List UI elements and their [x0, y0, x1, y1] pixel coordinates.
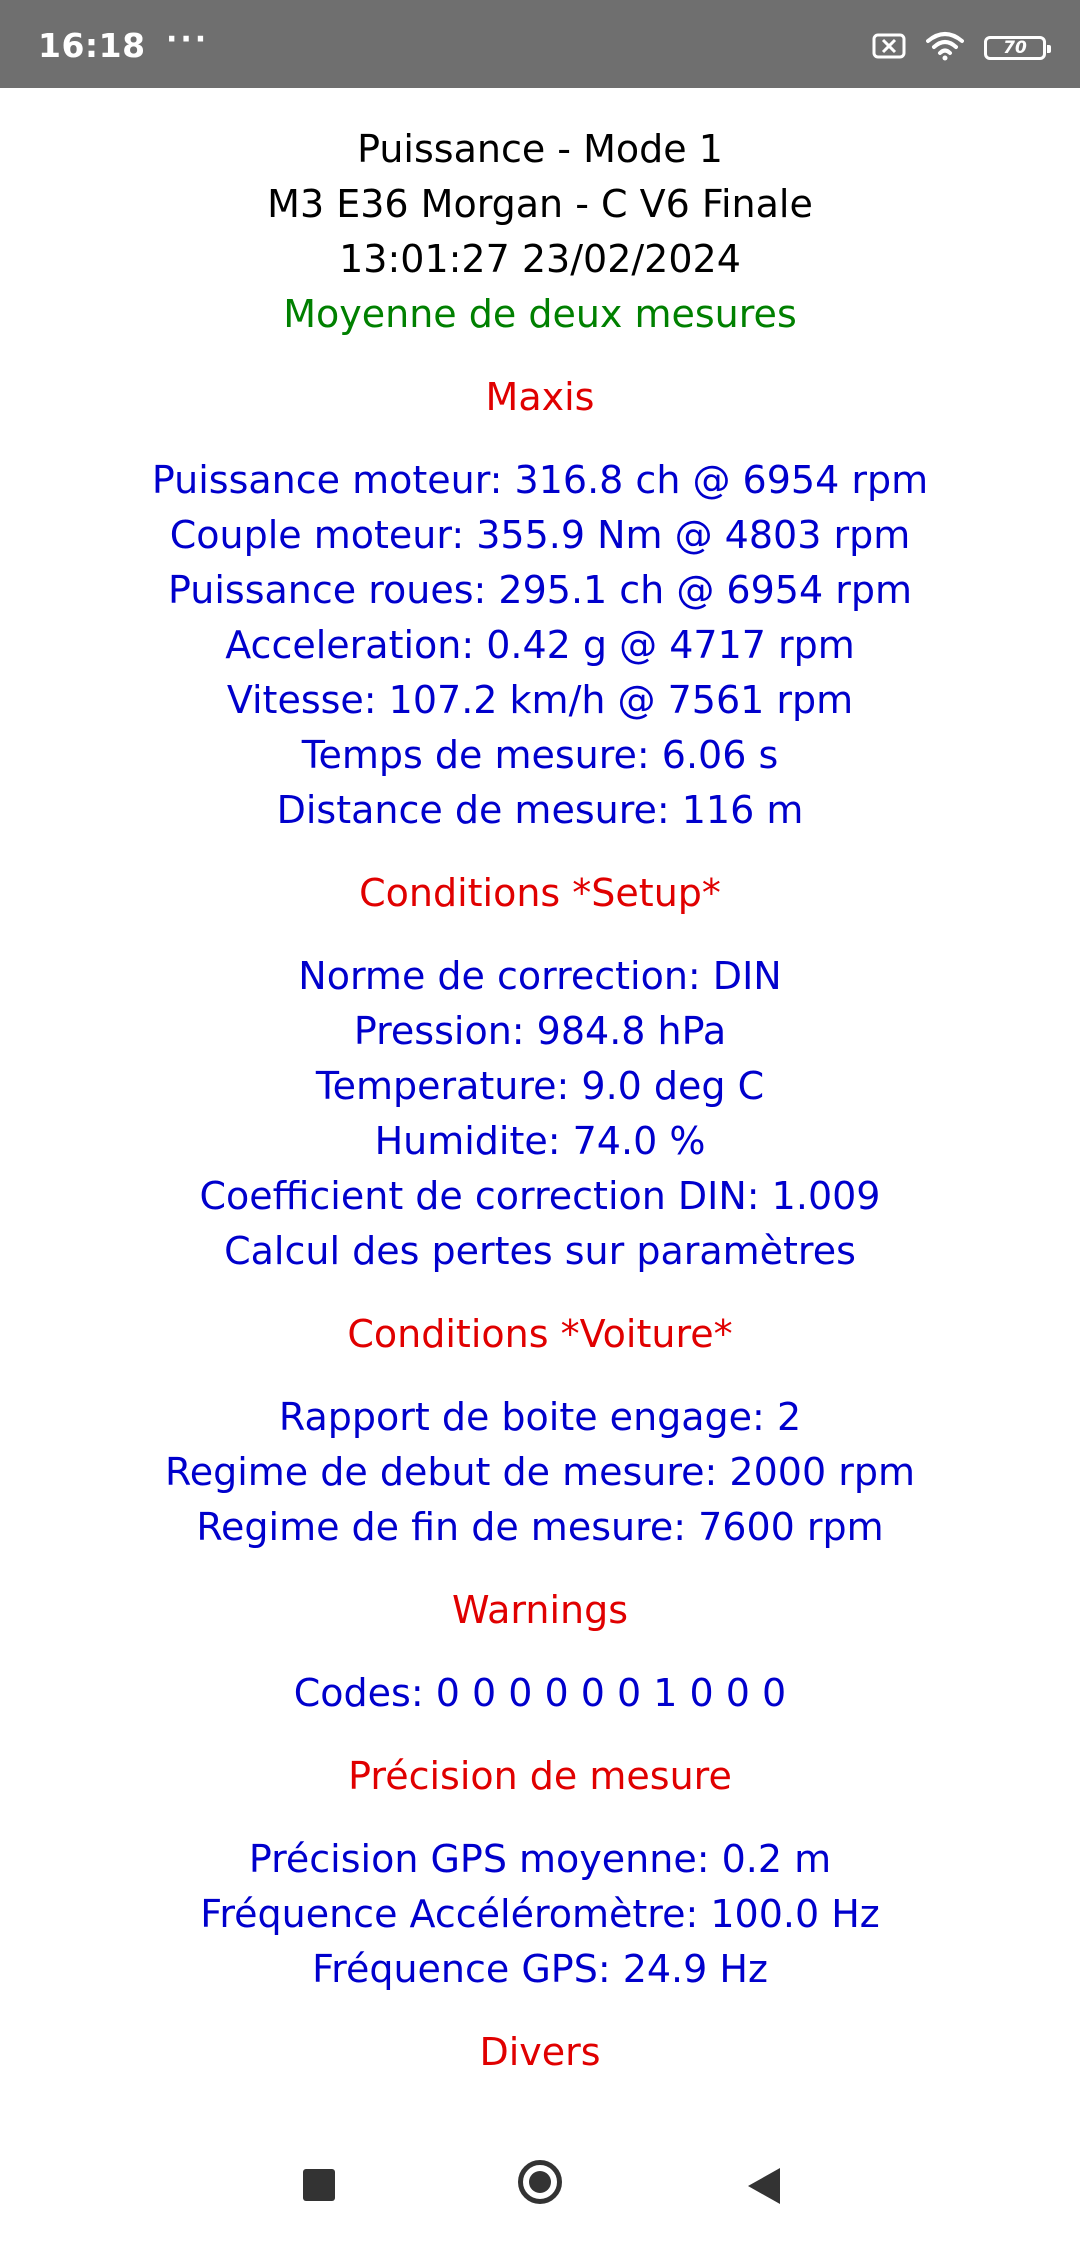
- section-title-setup: Conditions *Setup*: [359, 871, 721, 915]
- more-notifications-icon: ···: [166, 22, 210, 57]
- section-maxis: [0, 453, 1080, 838]
- report-header: [0, 88, 1080, 342]
- result-line: Calcul des pertes sur paramètres: [224, 1229, 856, 1273]
- section-title-divers: Divers: [479, 2030, 601, 2074]
- result-line: Précision GPS moyenne: 0.2 m: [248, 1837, 832, 1881]
- recent-apps-icon[interactable]: [303, 2169, 335, 2201]
- result-line: Fréquence GPS: 24.9 Hz: [312, 1947, 768, 1991]
- results-content[interactable]: [0, 88, 1080, 2118]
- home-icon[interactable]: [518, 2160, 562, 2204]
- measurement-note: Moyenne de deux mesures: [283, 292, 797, 336]
- result-line: Temps de mesure: 6.06 s: [301, 733, 779, 777]
- section-precision: [0, 1832, 1080, 1997]
- result-line: Couple moteur: 355.9 Nm @ 4803 rpm: [169, 513, 911, 557]
- result-line: Norme de correction: DIN: [298, 954, 782, 998]
- navigation-bar: [0, 2118, 1080, 2248]
- section-setup: [0, 949, 1080, 1279]
- result-line: Pression: 984.8 hPa: [353, 1009, 727, 1053]
- status-bar: [0, 0, 1080, 88]
- result-line: Regime de debut de mesure: 2000 rpm: [165, 1450, 915, 1494]
- report-title: Puissance - Mode 1: [357, 127, 723, 171]
- result-line: Puissance roues: 295.1 ch @ 6954 rpm: [168, 568, 912, 612]
- result-line: Acceleration: 0.42 g @ 4717 rpm: [225, 623, 855, 667]
- section-title-voiture: Conditions *Voiture*: [347, 1312, 733, 1356]
- status-icons: [872, 28, 1046, 68]
- section-warnings: [0, 1666, 1080, 1721]
- result-line: Rapport de boite engage: 2: [278, 1395, 802, 1439]
- result-line: Codes: 0 0 0 0 0 0 1 0 0 0: [293, 1671, 787, 1715]
- result-line: Puissance moteur: 316.8 ch @ 6954 rpm: [151, 458, 929, 502]
- section-title-precision: Précision de mesure: [348, 1754, 732, 1798]
- back-icon[interactable]: [748, 2168, 780, 2204]
- measurement-datetime: 13:01:27 23/02/2024: [339, 237, 741, 281]
- result-line: Humidite: 74.0 %: [374, 1119, 706, 1163]
- result-line: Regime de fin de mesure: 7600 rpm: [196, 1505, 884, 1549]
- section-title-maxis: Maxis: [485, 375, 595, 419]
- notification-off-icon: [872, 32, 906, 64]
- section-title-warnings: Warnings: [451, 1588, 629, 1632]
- result-line: Temperature: 9.0 deg C: [315, 1064, 765, 1108]
- section-voiture: [0, 1390, 1080, 1555]
- status-time: 16:18: [38, 26, 146, 65]
- battery-icon: [984, 36, 1046, 60]
- result-line: Coefficient de correction DIN: 1.009: [199, 1174, 881, 1218]
- battery-level: 70: [1003, 37, 1027, 58]
- vehicle-name: M3 E36 Morgan - C V6 Finale: [267, 182, 813, 226]
- result-line: Vitesse: 107.2 km/h @ 7561 rpm: [226, 678, 854, 722]
- wifi-icon: [926, 31, 964, 65]
- result-line: Fréquence Accéléromètre: 100.0 Hz: [200, 1892, 880, 1936]
- result-line: Distance de mesure: 116 m: [276, 788, 804, 832]
